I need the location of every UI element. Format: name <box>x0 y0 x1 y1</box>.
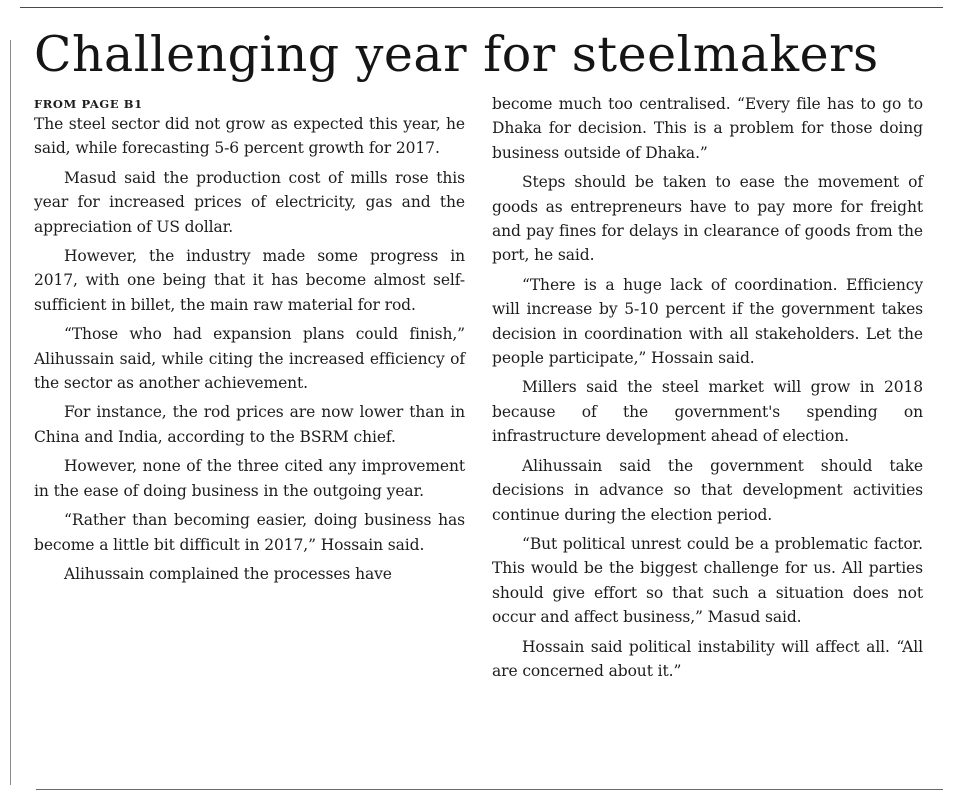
paragraph: The steel sector did not grow as expected this year, he said, while forecasting 5-6 percent growth for 2017. <box>34 115 465 158</box>
paragraph: Steps should be taken to ease the movement of goods as entrepreneurs have to pay more for freight and pay fines for delays in clearance of goods from the port, he said. <box>492 173 923 265</box>
paragraph: “There is a huge lack of coordination. Efficiency will increase by 5-10 percent if the government takes decision in coordination with all stakeholders. Let the people participate,” Hossain said. <box>492 275 923 368</box>
paragraph: However, the industry made some progress in 2017, with one being that it has become almost self-sufficient in billet, the main raw material for rod. <box>34 247 465 314</box>
paragraph: “Those who had expansion plans could finish,” Alihussain said, while citing the increased efficiency of the sector as another achievement. <box>34 325 465 393</box>
article-column-right <box>492 92 923 683</box>
paragraph: become much too centralised. “Every file has to go to Dhaka for decision. This is a problem for those doing business outside of Dhaka.” <box>492 95 923 162</box>
paragraph: Alihussain complained the processes have <box>64 564 392 583</box>
top-rule <box>20 7 943 8</box>
article-column-left <box>34 92 465 586</box>
paragraph: “Rather than becoming easier, doing business has become a little bit difficult in 2017,” Hossain said. <box>34 511 465 554</box>
paragraph: Masud said the production cost of mills rose this year for increased prices of electricity, gas and the appreciation of US dollar. <box>34 168 465 236</box>
paragraph: “But political unrest could be a problematic factor. This would be the biggest challenge for us. All parties should give effort so that such a situation does not occur and affect business,” Masud said. <box>492 534 923 627</box>
left-column-rule <box>10 40 11 785</box>
paragraph: For instance, the rod prices are now lower than in China and India, according to the BSRM chief. <box>34 403 465 446</box>
paragraph: However, none of the three cited any improvement in the ease of doing business in the outgoing year. <box>34 457 465 500</box>
paragraph: Alihussain said the government should take decisions in advance so that development activities continue during the election period. <box>492 456 923 524</box>
article-headline: Challenging year for steelmakers <box>34 26 879 83</box>
paragraph: Millers said the steel market will grow in 2018 because of the government's spending on infrastructure development ahead of election. <box>492 378 923 446</box>
jump-kicker: FROM PAGE B1 <box>34 97 143 111</box>
bottom-rule <box>36 789 943 790</box>
paragraph: Hossain said political instability will affect all. “All are concerned about it.” <box>492 637 923 680</box>
